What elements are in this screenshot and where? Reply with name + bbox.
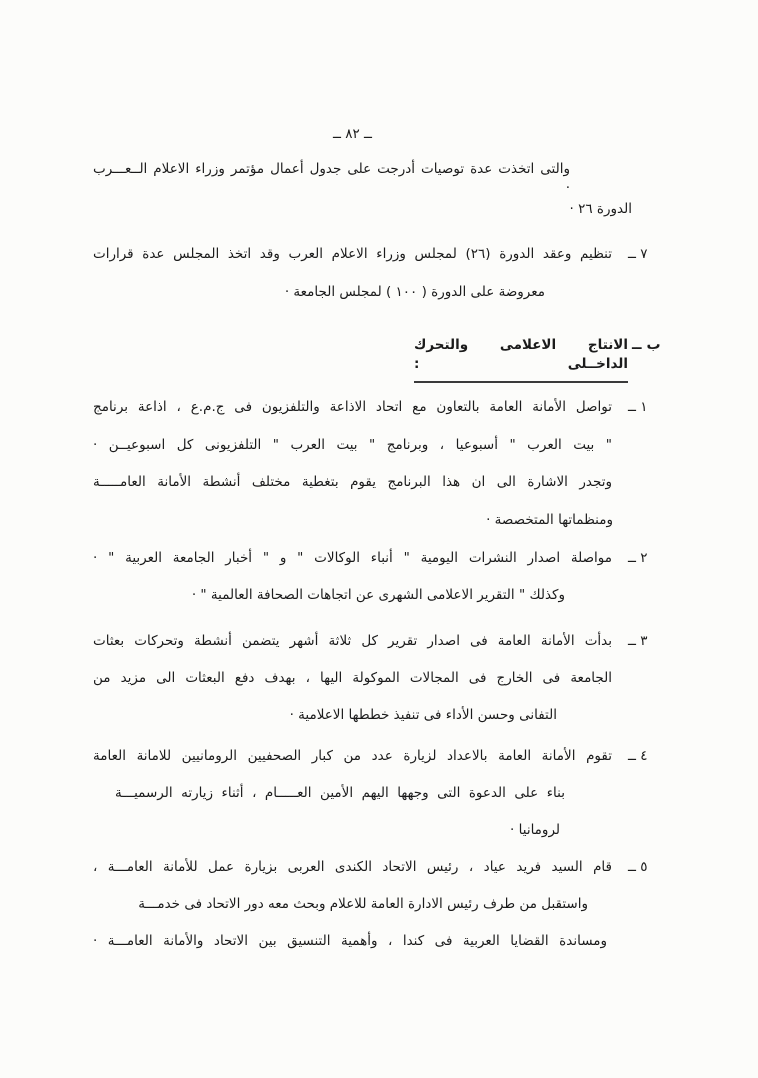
item-1-number: ١ ــ <box>628 399 648 415</box>
item-3-line-2: الجامعة فى الخارج فى المجالات الموكولة اليها ، بهدف دفع البعثات الى مزيد من <box>93 670 612 686</box>
item-4-number: ٤ ــ <box>628 748 648 764</box>
item-4-line-2: بناء على الدعوة التى وجهها اليهم الأمين العـــــام ، أثناء زيارته الرسميـــة <box>115 785 565 801</box>
item-7-line-2: معروضة على الدورة ( ١٠٠ ) لمجلس الجامعة · <box>284 284 545 300</box>
section-label: ب ــ <box>632 337 661 353</box>
item-5-line-2: واستقبل من طرف رئيس الادارة العامة للاعلام وبحث معه دور الاتحاد فى خدمـــة <box>138 896 588 912</box>
intro-line-1: والتى اتخذت عدة توصيات أدرجت على جدول أعمال مؤتمر وزراء الاعلام الــعـــرب · <box>93 161 570 196</box>
item-3-line-1: بدأت الأمانة العامة فى اصدار تقرير كل ثلاثة أشهر يتضمن أنشطة وتحركات بعثات <box>93 633 612 649</box>
item-5-number: ٥ ــ <box>628 859 648 875</box>
item-7-line-1: تنظيم وعقد الدورة (٢٦) لمجلس وزراء الاعلام العرب وقد اتخذ المجلس عدة قرارات <box>93 246 612 262</box>
intro-line-2: الدورة ٢٦ · <box>569 201 632 217</box>
item-1-line-1: تواصل الأمانة العامة بالتعاون مع اتحاد الاذاعة والتلفزيون فى ج.م.ع ، اذاعة برنامج <box>93 399 612 415</box>
page-number: ــ ٨٢ ــ <box>333 126 372 142</box>
item-4-line-1: تقوم الأمانة العامة بالاعداد لزيارة عدد من كبار الصحفيين الرومانيين للامانة العامة <box>93 748 612 764</box>
item-3-number: ٣ ــ <box>628 633 648 649</box>
section-title: الانتاج الاعلامى والتحرك الداخــلى : <box>414 336 628 383</box>
item-7-number: ٧ ــ <box>628 246 648 262</box>
item-1-line-4: ومنظماتها المتخصصة · <box>486 512 613 528</box>
item-2-number: ٢ ــ <box>628 550 648 566</box>
item-4-line-3: لرومانيا · <box>510 822 560 838</box>
item-3-line-3: التفانى وحسن الأداء فى تنفيذ خططها الاعلامية · <box>289 707 557 723</box>
item-1-line-3: وتجدر الاشارة الى ان هذا البرنامج يقوم بتغطية مختلف أنشطة الأمانة العامـــــة <box>93 474 612 490</box>
item-2-line-2: وكذلك " التقرير الاعلامى الشهرى عن اتجاهات الصحافة العالمية " · <box>191 587 565 603</box>
item-2-line-1: مواصلة اصدار النشرات اليومية " أنباء الوكالات " و " أخبار الجامعة العربية " · <box>93 550 612 566</box>
item-1-line-2: " بيت العرب " أسبوعيا ، وبرنامج " بيت العرب " التلفزيونى كل اسبوعيــن · <box>93 437 612 453</box>
item-5-line-3: ومساندة القضايا العربية فى كندا ، وأهمية التنسيق بين الاتحاد والأمانة العامـــة · <box>93 933 607 949</box>
item-5-line-1: قام السيد فريد عياد ، رئيس الاتحاد الكندى العربى بزيارة عمل للأمانة العامـــة ، <box>93 859 612 875</box>
